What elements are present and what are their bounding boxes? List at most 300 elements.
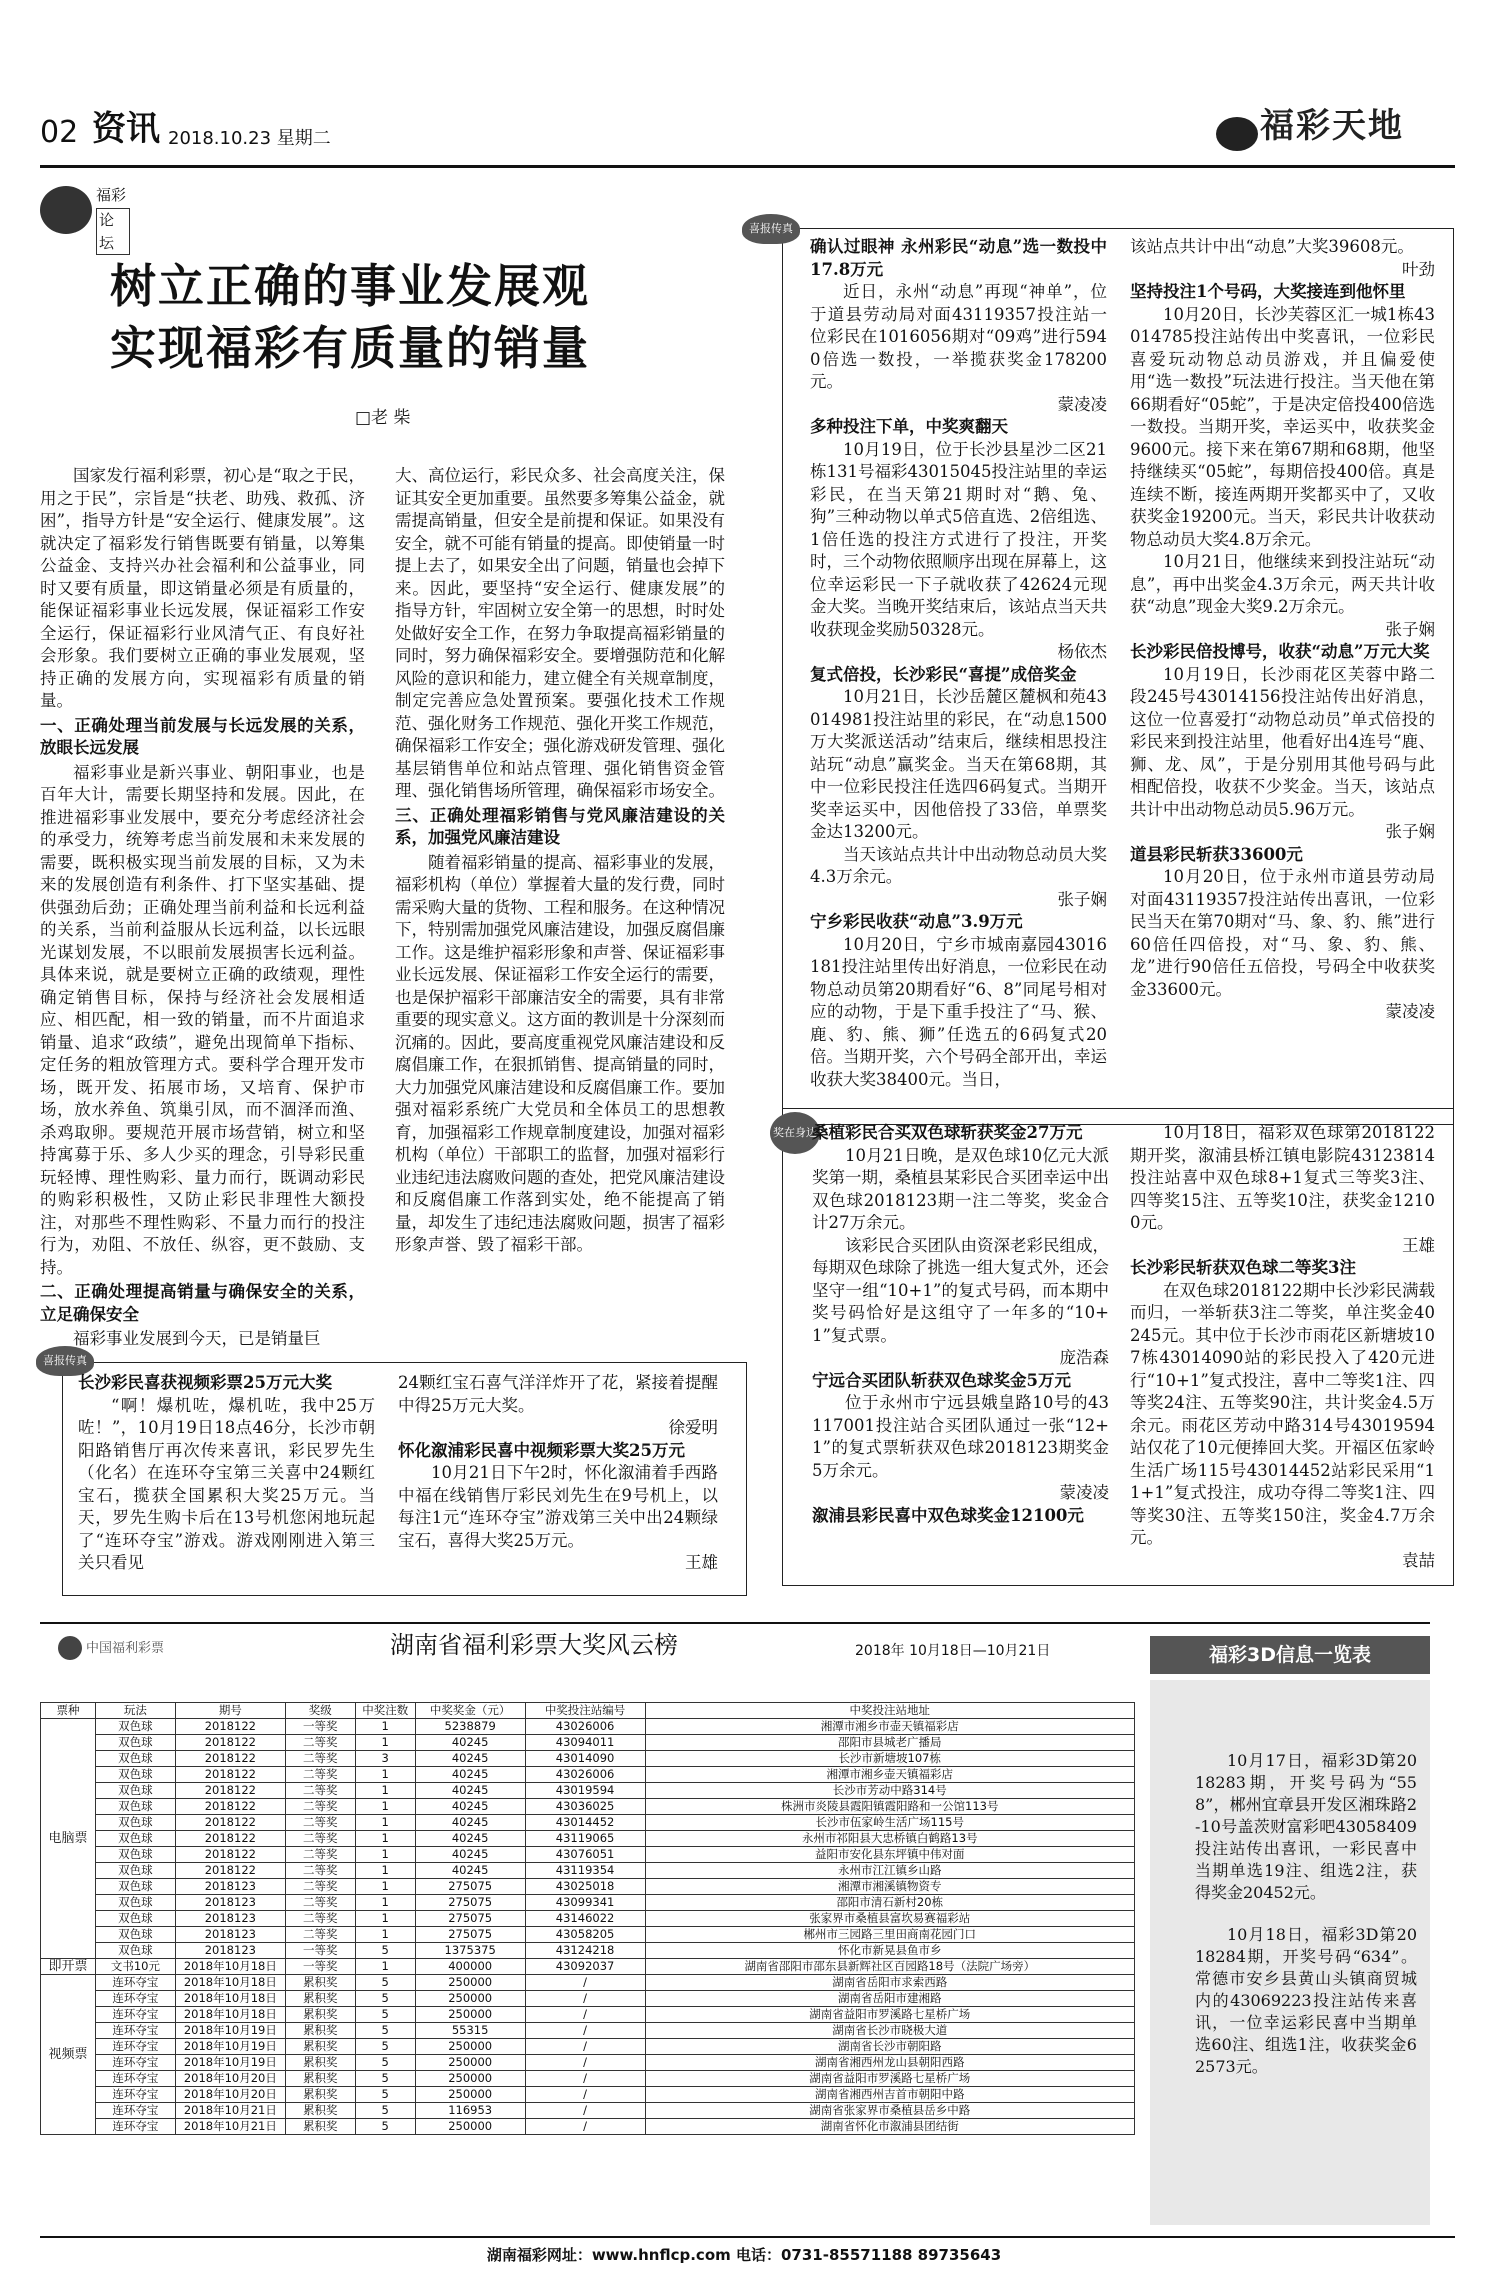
story-headline: 溆浦县彩民喜中双色球奖金12100元 (812, 1505, 1084, 1525)
table-cell: 2018123 (175, 1927, 285, 1943)
paragraph: 当天该站点共计中出动物总动员大奖4.3万余元。 (810, 844, 1107, 886)
info3d-item-2: 10月18日，福彩3D第2018284期，开奖号码“634”。常德市安乡县黄山头镇商贸城内的43069223投注站传来喜讯，一位幸运彩民喜中当期单选60注、组选1注，收获奖金62573元。 (1195, 1925, 1417, 2076)
table-cell: 43014090 (525, 1751, 645, 1767)
story-headline: 长沙彩民倍投博号，收获“动息”万元大奖 (1130, 642, 1430, 661)
info3d-content (1195, 1750, 1417, 2078)
box1-column-1 (810, 236, 1107, 1116)
paragraph: 随着福彩销量的提高、福彩事业的发展，福彩机构（单位）掌握着大量的发行费，同时需采购大量的货物、工程和服务。在这种情况下，特别需加强党风廉洁建设，加强反腐倡廉工作。这是维护福彩形象和声誉、保证福彩事业长远发展、保证福彩工作安全运行的需要，也是保护福彩干部廉洁安全的需要，具有非常重要的现实意义。这方面的教训是十分深刻而沉痛的。因此，要高度重视党风廉洁建设和反腐倡廉工作，在狠抓销售、提高销量的同时，大力加强党风廉洁建设和反腐倡廉工作。要加强对福彩系统广大党员和全体员工的思想教育，加强福彩工作规章制度建设，加强对福彩机构（单位）干部职工的监督，加强对福彩行业违纪违法腐败问题的查处，把党风廉洁建设和反腐倡廉工作落到实处，绝不能提高了销量，却发生了违纪违法腐败问题，损害了福彩形象声誉、毁了福彩干部。 (395, 852, 725, 1254)
ticket-type-cell: 即开票 (41, 1959, 96, 1975)
table-cell: 250000 (415, 2039, 525, 2055)
article-column-2 (395, 465, 725, 1315)
table-cell: 250000 (415, 2071, 525, 2087)
table-cell: 湖南省怀化市溆浦县团结街 (645, 2119, 1134, 2135)
column-header: 中奖奖金（元） (415, 1703, 525, 1719)
table-cell: 40245 (415, 1751, 525, 1767)
byline: 王雄 (1402, 1235, 1435, 1255)
article-title-line1: 树立正确的事业发展观 (110, 259, 590, 313)
table-cell: 累积奖 (285, 2103, 355, 2119)
table-cell: 2018122 (175, 1767, 285, 1783)
table-cell: 双色球 (95, 1943, 175, 1959)
forum-tag-line1: 福彩 (96, 186, 127, 204)
table-cell: 1 (355, 1847, 415, 1863)
lottery-brand: 中国福利彩票 (86, 1641, 165, 1656)
column-header: 玩法 (95, 1703, 175, 1719)
table-cell: 郴州市三园路三里田商南花园门口 (645, 1927, 1134, 1943)
footer-contact: 湖南福彩网址：www.hnflcp.com 电话：0731-85571188 89735643 (486, 2246, 1002, 2264)
story-headline: 宁远合买团队斩获双色球奖金5万元 (812, 1370, 1071, 1390)
table-cell: 275075 (415, 1911, 525, 1927)
paragraph: 近日，永州“动息”再现“神单”，位于道县劳动局对面43119357投注站一位彩民在1016056期对“09鸡”进行5940倍选一数投，一举揽获奖金178200元。 (810, 282, 1107, 391)
table-cell: 湘潭市湘乡市壶天镇福彩店 (645, 1719, 1134, 1735)
table-cell: 5 (355, 2039, 415, 2055)
table-cell: 连环夺宝 (95, 1975, 175, 1991)
table-cell: 43019594 (525, 1783, 645, 1799)
box3-column-1 (78, 1372, 375, 1592)
table-cell: 55315 (415, 2023, 525, 2039)
table-cell: 湖南省岳阳市建湘路 (645, 1991, 1134, 2007)
paragraph-continued: 大、高位运行，彩民众多、社会高度关注，保证其安全更加重要。虽然要多筹集公益金，就需提高销量，但安全是前提和保证。如果没有安全，就不可能有销量的提高。即使销量一时提上去了，如果安全出了问题，销量也会掉下来。因此，要坚持“安全运行、健康发展”的指导方针，牢固树立安全第一的思想，时时处处做好安全工作，在努力争取提高福彩销量的同时，努力确保福彩安全。要增强防范和化解风险的意识和能力，建立健全有关规章制度，制定完善应急处置预案。要强化技术工作规范、强化财务工作规范、强化开奖工作规范，确保福彩工作安全；强化游戏研发管理、强化基层销售单位和站点管理、强化销售资金管理、强化销售场所管理，确保福彩市场安全。 (395, 466, 725, 800)
table-cell: 250000 (415, 2007, 525, 2023)
table-cell: 275075 (415, 1895, 525, 1911)
table-cell: 二等奖 (285, 1879, 355, 1895)
table-cell: 连环夺宝 (95, 2055, 175, 2071)
table-cell: 40245 (415, 1767, 525, 1783)
table-row (41, 1719, 1135, 1735)
column-header: 票种 (41, 1703, 96, 1719)
table-cell: / (525, 2039, 645, 2055)
table-cell: 2018122 (175, 1751, 285, 1767)
table-cell: 5 (355, 1991, 415, 2007)
table-cell: 二等奖 (285, 1751, 355, 1767)
table-cell: 二等奖 (285, 1831, 355, 1847)
table-cell: 连环夺宝 (95, 2087, 175, 2103)
table-cell: 2018123 (175, 1943, 285, 1959)
table-row (41, 2055, 1135, 2071)
table-cell: 1 (355, 1783, 415, 1799)
article-title-line2: 实现福彩有质量的销量 (110, 321, 590, 375)
paragraph-continued: 24颗红宝石喜气洋洋炸开了花，紧接着提醒中得25万元大奖。 (398, 1373, 718, 1415)
paragraph: 位于永州市宁远县娥皇路10号的43117001投注站合买团队通过一张“12+1”的复式票斩获双色球2018123期奖金5万余元。 (812, 1393, 1109, 1480)
paragraph: “啊！爆机咗，爆机咗，我中25万咗！”，10月19日18点46分，长沙市朝阳路销售厅再次传来喜讯，彩民罗先生（化名）在连环夺宝第三关喜中24颗红宝石，揽获全国累积大奖25万元。当天，罗先生购卡后在13号机您闲地玩起了“连环夺宝”游戏。游戏刚刚进入第三关只看见 (78, 1395, 375, 1572)
table-cell: 116953 (415, 2103, 525, 2119)
paragraph: 福彩事业发展到今天，已是销量巨 (73, 1329, 321, 1348)
table-row (41, 1959, 1135, 1975)
table-cell: 2018123 (175, 1911, 285, 1927)
byline: 张子娴 (1385, 822, 1435, 841)
box2-tag: 奖在身边 (770, 1112, 820, 1154)
table-cell: 1 (355, 1879, 415, 1895)
table-row (41, 1815, 1135, 1831)
table-cell: 2018122 (175, 1815, 285, 1831)
section-heading: 三、正确处理福彩销售与党风廉洁建设的关系，加强党风廉洁建设 (395, 805, 725, 847)
table-cell: / (525, 1991, 645, 2007)
table-cell: 益阳市安化县东坪镇中伟对面 (645, 1847, 1134, 1863)
table-cell: 1375375 (415, 1943, 525, 1959)
table-cell: 邵阳市清石新村20栋 (645, 1895, 1134, 1911)
table-cell: 累积奖 (285, 2023, 355, 2039)
story-headline: 复式倍投，长沙彩民“喜提”成倍奖金 (810, 664, 1077, 684)
table-row (41, 1799, 1135, 1815)
byline: 叶劲 (1402, 259, 1435, 279)
table-cell: 2018年10月19日 (175, 2055, 285, 2071)
table-cell: / (525, 2087, 645, 2103)
ticket-type-cell: 电脑票 (41, 1719, 96, 1959)
table-row (41, 2087, 1135, 2103)
paragraph: 10月21日晚，是双色球10亿元大派奖第一期，桑植县某彩民合买团幸运中出双色球2018123期一注二等奖，奖金合计27万余元。 (812, 1145, 1109, 1232)
table-row (41, 1767, 1135, 1783)
table-row (41, 2071, 1135, 2087)
table-cell: 张家界市桑植县富坎易赛福彩站 (645, 1911, 1134, 1927)
table-cell: 250000 (415, 1975, 525, 1991)
table-cell: 5 (355, 1975, 415, 1991)
column-header: 中奖投注站编号 (525, 1703, 645, 1719)
story-headline: 坚持投注1个号码，大奖接连到他怀里 (1130, 282, 1406, 301)
table-cell: 二等奖 (285, 1799, 355, 1815)
story-headline: 多种投注下单，中奖爽翻天 (810, 417, 1008, 436)
table-row (41, 1847, 1135, 1863)
table-row (41, 1831, 1135, 1847)
masthead-logo: 福彩天地 (1260, 106, 1404, 146)
box2-column-2 (1130, 1122, 1435, 1582)
table-cell: / (525, 2103, 645, 2119)
table-cell: 1 (355, 1911, 415, 1927)
forum-logo-icon (40, 186, 92, 234)
paragraph: 10月18日，福彩双色球第2018122期开奖，溆浦县桥江镇电影院43123814投注站喜中双色球8+1复式三等奖3注、四等奖15注、五等奖10注，获奖金12100元。 (1130, 1123, 1435, 1232)
table-cell: 一等奖 (285, 1959, 355, 1975)
paragraph: 10月19日，长沙雨花区芙蓉中路二段245号43014156投注站传出好消息，这位一位喜爱打“动物总动员”单式倍投的彩民来到投注站里，他看好出4连号“鹿、狮、龙、凤”，于是分别用其他号码与此相配倍投，收获不少奖金。当天，该站点共计中出动物总动员5.96万元。 (1130, 664, 1435, 819)
table-row (41, 2119, 1135, 2135)
article-column-1 (40, 465, 365, 1348)
table-cell: / (525, 2023, 645, 2039)
table-cell: 双色球 (95, 1911, 175, 1927)
table-cell: 1 (355, 1815, 415, 1831)
table-cell: 二等奖 (285, 1863, 355, 1879)
table-row (41, 1991, 1135, 2007)
fucai-logo-icon (1216, 117, 1258, 151)
box1-column-2 (1130, 236, 1435, 1116)
table-cell: 43094011 (525, 1735, 645, 1751)
box3-column-2 (398, 1372, 718, 1592)
table-cell: 一等奖 (285, 1943, 355, 1959)
forum-tag (40, 180, 130, 252)
table-cell: 累积奖 (285, 2055, 355, 2071)
table-cell: 二等奖 (285, 1767, 355, 1783)
table-cell: 累积奖 (285, 2071, 355, 2087)
table-cell: 湖南省益阳市罗溪路七星桥广场 (645, 2007, 1134, 2023)
table-cell: 邵阳市县城老广播局 (645, 1735, 1134, 1751)
table-cell: 长沙市伍家岭生活广场115号 (645, 1815, 1134, 1831)
story-headline: 宁乡彩民收获“动息”3.9万元 (810, 912, 1023, 931)
table-cell: 2018122 (175, 1783, 285, 1799)
paragraph: 10月21日，他继续来到投注站玩“动息”，再中出奖金4.3万余元，两天共计收获“动息”现金大奖9.2万余元。 (1130, 552, 1435, 616)
table-cell: 累积奖 (285, 2007, 355, 2023)
table-cell: 2018年10月18日 (175, 2007, 285, 2023)
table-cell: 双色球 (95, 1767, 175, 1783)
table-cell: 怀化市新晃县鱼市乡 (645, 1943, 1134, 1959)
ranking-table-wrap (40, 1702, 1135, 2135)
table-cell: 1 (355, 1895, 415, 1911)
ticket-type-cell: 视频票 (41, 1975, 96, 2135)
table-cell: 湖南省湘西州龙山县朝阳西路 (645, 2055, 1134, 2071)
table-row (41, 1895, 1135, 1911)
table-cell: 1 (355, 1719, 415, 1735)
section-title: 资讯 (92, 109, 160, 149)
table-cell: 250000 (415, 2087, 525, 2103)
table-cell: 湘潭市湘溪镇物资专 (645, 1879, 1134, 1895)
table-cell: 双色球 (95, 1879, 175, 1895)
table-cell: 2018年10月18日 (175, 1975, 285, 1991)
column-header: 中奖投注站地址 (645, 1703, 1134, 1719)
table-cell: 2018122 (175, 1719, 285, 1735)
table-cell: 二等奖 (285, 1847, 355, 1863)
ranking-date-range: 2018年 10月18日—10月21日 (855, 1643, 1051, 1659)
table-cell: 43058205 (525, 1927, 645, 1943)
table-row (41, 1783, 1135, 1799)
story-headline: 道县彩民斩获33600元 (1130, 844, 1303, 864)
footer-rule (40, 2236, 1455, 2238)
info3d-title: 福彩3D信息一览表 (1150, 1636, 1430, 1674)
table-cell: 累积奖 (285, 1991, 355, 2007)
table-cell: 1 (355, 1959, 415, 1975)
table-cell: 5 (355, 2087, 415, 2103)
byline: 张子娴 (1385, 619, 1435, 639)
table-cell: 1 (355, 1927, 415, 1943)
story-headline: 长沙彩民喜获视频彩票25万元大奖 (78, 1373, 332, 1392)
paragraph: 10月20日，长沙芙蓉区汇一城1栋43014785投注站传出中奖喜讯，一位彩民喜爱玩动物总动员游戏，并且偏爱使用“选一数投”玩法进行投注。当天他在第66期看好“05蛇”，于是决定倍投400倍选一数投。当期开奖，幸运买中，收获奖金9600元。接下来在第67期和68期，他坚持继续买“05蛇”，每期倍投400倍。真是连续不断，接连两期开奖都买中了，又收获奖金19200元。当天，彩民共计收获动物总动员大奖4.8万余元。 (1130, 304, 1435, 549)
table-cell: 43124218 (525, 1943, 645, 1959)
table-row (41, 1927, 1135, 1943)
table-cell: 5 (355, 2103, 415, 2119)
table-cell: 湖南省邵阳市邵东县新辉社区百园路18号（法院广场旁） (645, 1959, 1134, 1975)
table-cell: 湖南省湘西州吉首市朝阳中路 (645, 2087, 1134, 2103)
story-headline: 确认过眼神 永州彩民“动息”选一数投中17.8万元 (810, 237, 1107, 279)
table-cell: 2018122 (175, 1863, 285, 1879)
table-cell: 湖南省长沙市朝阳路 (645, 2039, 1134, 2055)
table-cell: / (525, 2007, 645, 2023)
byline: 蒙凌凌 (1057, 394, 1107, 414)
table-cell: 40245 (415, 1863, 525, 1879)
table-cell: 250000 (415, 1991, 525, 2007)
table-cell: 文书10元 (95, 1959, 175, 1975)
table-cell: 40245 (415, 1735, 525, 1751)
table-cell: 2018122 (175, 1847, 285, 1863)
story-headline: 桑植彩民合买双色球斩获奖金27万元 (812, 1123, 1083, 1142)
paragraph: 10月20日，宁乡市城南嘉园43016181投注站里传出好消息，一位彩民在动物总动员第20期看好“6、8”同尾号相对应的动物，于是下重手投注了“马、猴、鹿、豹、熊、狮”任选五的6码复式20倍。当期开奖，六个号码全部开出，幸运收获大奖38400元。当日， (810, 934, 1107, 1089)
article-title (110, 255, 590, 379)
table-cell: 二等奖 (285, 1815, 355, 1831)
table-cell: 永州市祁阳县大忠桥镇白鹤路13号 (645, 1831, 1134, 1847)
table-cell: 累积奖 (285, 2119, 355, 2135)
byline: 张子娴 (1057, 889, 1107, 909)
table-cell: 5 (355, 2071, 415, 2087)
paragraph: 10月20日，位于永州市道县劳动局对面43119357投注站传出喜讯，一位彩民当天在第70期对“马、象、豹、熊”进行60倍任四倍投，对“马、象、豹、熊、龙”进行90倍任五倍投，号码全中收获奖金33600元。 (1130, 867, 1435, 999)
table-cell: / (525, 1975, 645, 1991)
paragraph: 该彩民合买团队由资深老彩民组成，每期双色球除了挑选一组大复式外，还会坚守一组“10+1”的复式号码，而本期中奖号码恰好是这组守了一年多的“10+1”复式票。 (812, 1235, 1109, 1345)
paragraph: 国家发行福利彩票，初心是“取之于民，用之于民”，宗旨是“扶老、助残、救孤、济困”，指导方针是“安全运行、健康发展”。这就决定了福彩发行销售既要有销量，以筹集公益金、支持兴办社会福利和公益事业，同时又要有质量，即这销量必须是有质量的，能保证福彩事业长远发展，保证福彩工作安全运行，保证福彩行业风清气正、有良好社会形象。我们要树立正确的事业发展观，坚持正确的发展方向，实现福彩有质量的销量。 (40, 466, 365, 710)
table-cell: 43014452 (525, 1815, 645, 1831)
table-cell: 双色球 (95, 1831, 175, 1847)
table-cell: 43076051 (525, 1847, 645, 1863)
table-cell: 2018年10月18日 (175, 1959, 285, 1975)
byline: 蒙凌凌 (1059, 1483, 1109, 1502)
table-cell: 1 (355, 1863, 415, 1879)
table-row (41, 1735, 1135, 1751)
header-rule (40, 165, 1455, 168)
table-cell: 400000 (415, 1959, 525, 1975)
table-cell: 5 (355, 2119, 415, 2135)
ranking-title: 湖南省福利彩票大奖风云榜 (390, 1631, 678, 1659)
table-cell: 43119354 (525, 1863, 645, 1879)
table-cell: 永州市江江镇乡山路 (645, 1863, 1134, 1879)
table-cell: 1 (355, 1831, 415, 1847)
paragraph: 福彩事业是新兴事业、朝阳事业，也是百年大计，需要长期坚持和发展。因此，在推进福彩事业发展中，要充分考虑经济社会的承受力，统筹考虑当前发展和未来发展的需要，既积极实现当前发展的目标，又为未来的发展创造有利条件、打下坚实基础、提供强劲后劲；正确处理当前利益和长远利益的关系，当前利益服从长远利益，以长远眼光谋划发展，不以眼前发展损害长远利益。具体来说，就是要树立正确的政绩观，理性确定销售目标，保持与经济社会发展相适应、相匹配，相一致的销量，而不片面追求销量、追求“政绩”，避免出现简单下指标、定任务的粗放管理方式。要科学合理开发市场，既开发、拓展市场，又培育、保护市场，放水养鱼、筑巢引凤，而不涸泽而渔、杀鸡取卵。要规范开展市场营销，树立和坚持寓募于乐、多人少买的理念，引导彩民重玩轻博、理性购彩、量力而行，既调动彩民的购彩积极性，又防止彩民非理性大额投注，对那些不理性购彩、不量力而行的投注行为，劝阻、不放任、纵容，更不鼓励、支持。 (40, 762, 365, 1277)
table-cell: 40245 (415, 1815, 525, 1831)
column-header: 中奖注数 (355, 1703, 415, 1719)
table-cell: 1 (355, 1767, 415, 1783)
table-row (41, 2039, 1135, 2055)
byline: 袁喆 (1402, 1550, 1435, 1570)
table-cell: 5 (355, 2007, 415, 2023)
table-row (41, 1879, 1135, 1895)
table-cell: 2018年10月19日 (175, 2039, 285, 2055)
table-cell: 1 (355, 1799, 415, 1815)
article-author: □老 柴 (355, 408, 411, 428)
table-cell: / (525, 2071, 645, 2087)
table-cell: 累积奖 (285, 1975, 355, 1991)
table-cell: 5238879 (415, 1719, 525, 1735)
box3-tag: 喜报传真 (36, 1346, 94, 1376)
table-cell: 连环夺宝 (95, 2039, 175, 2055)
issue-date: 2018.10.23 星期二 (168, 128, 331, 149)
table-cell: 二等奖 (285, 1927, 355, 1943)
table-cell: 43036025 (525, 1799, 645, 1815)
table-row (41, 2007, 1135, 2023)
table-cell: 双色球 (95, 1863, 175, 1879)
paragraph: 10月21日，长沙岳麓区麓枫和苑43014981投注站里的彩民，在“动息1500万大奖派送活动”结束后，继续相思投注站玩“动息”赢奖金。当天在第68期，其中一位彩民投注任选四6码复式。当期开奖幸运买中，因他倍投了33倍，单票奖金达13200元。 (810, 687, 1107, 841)
table-cell: 40245 (415, 1847, 525, 1863)
ranking-table-header (41, 1703, 1135, 1719)
table-cell: 连环夺宝 (95, 1991, 175, 2007)
table-cell: 2018年10月18日 (175, 1991, 285, 2007)
table-cell: 连环夺宝 (95, 2103, 175, 2119)
table-cell: 株洲市炎陵县霞阳镇霞阳路和一公馆113号 (645, 1799, 1134, 1815)
table-cell: 湖南省张家界市桑植县岳乡中路 (645, 2103, 1134, 2119)
table-cell: 2018年10月20日 (175, 2087, 285, 2103)
table-cell: 连环夺宝 (95, 2119, 175, 2135)
table-cell: 43025018 (525, 1879, 645, 1895)
table-cell: 2018年10月20日 (175, 2071, 285, 2087)
paragraph: 10月19日，位于长沙县星沙二区21栋131号福彩43015045投注站里的幸运彩民，在当天第21期时对“鹅、兔、狗”三种动物以单式5倍直选、2倍组选、1倍任选的投注方式进行了投注，开奖时，三个动物依照顺序出现在屏幕上，这位幸运彩民一下子就收获了42624元现金大奖。当晚开奖结束后，该站点当天共收获现金奖励50328元。 (810, 439, 1107, 639)
table-cell: 湖南省长沙市晓极大道 (645, 2023, 1134, 2039)
table-cell: 湘潭市湘乡壶天镇福彩店 (645, 1767, 1134, 1783)
table-cell: 43099341 (525, 1895, 645, 1911)
table-cell: 二等奖 (285, 1735, 355, 1751)
table-cell: 43146022 (525, 1911, 645, 1927)
lottery-brand-icon (58, 1636, 82, 1660)
table-cell: 275075 (415, 1927, 525, 1943)
table-cell: 2018122 (175, 1831, 285, 1847)
table-cell: 累积奖 (285, 2039, 355, 2055)
table-cell: 43119065 (525, 1831, 645, 1847)
paragraph: 在双色球2018122期中长沙彩民满载而归，一举斩获3注二等奖，单注奖金40245元。其中位于长沙市雨花区新塘坡107栋43014090站的彩民投入了420元进行“10+1”复式投注，喜中二等奖1注、四等奖24注、五等奖90注，共计奖金4.5万余元。雨花区芳动中路314号43019594站仅花了10元便捧回大奖。开福区伍家岭生活广场115号43014452站彩民采用“11+1”复式投注，成功夺得二等奖1注、四等奖30注、五等奖150注，奖金4.7万余元。 (1130, 1280, 1435, 1547)
table-cell: / (525, 2119, 645, 2135)
table-cell: 5 (355, 1943, 415, 1959)
table-cell: 湖南省益阳市罗溪路七星桥广场 (645, 2071, 1134, 2087)
table-cell: 双色球 (95, 1719, 175, 1735)
table-cell: 43092037 (525, 1959, 645, 1975)
table-cell: 3 (355, 1751, 415, 1767)
table-cell: 双色球 (95, 1927, 175, 1943)
table-row (41, 1943, 1135, 1959)
table-cell: 40245 (415, 1831, 525, 1847)
page-number: 02 (40, 115, 79, 150)
table-cell: 40245 (415, 1783, 525, 1799)
table-cell: 43026006 (525, 1719, 645, 1735)
table-row (41, 2103, 1135, 2119)
byline: 庞浩森 (1059, 1348, 1109, 1367)
table-cell: 连环夺宝 (95, 2023, 175, 2039)
story-headline: 长沙彩民斩获双色球二等奖3注 (1130, 1258, 1356, 1277)
table-cell: 连环夺宝 (95, 2007, 175, 2023)
table-cell: 2018年10月21日 (175, 2103, 285, 2119)
table-cell: 双色球 (95, 1799, 175, 1815)
table-cell: 250000 (415, 2119, 525, 2135)
table-cell: 40245 (415, 1799, 525, 1815)
table-cell: 5 (355, 2023, 415, 2039)
table-cell: 275075 (415, 1879, 525, 1895)
table-row (41, 2023, 1135, 2039)
table-cell: 连环夺宝 (95, 2071, 175, 2087)
story-headline: 怀化溆浦彩民喜中视频彩票大奖25万元 (398, 1440, 685, 1460)
table-cell: 2018123 (175, 1879, 285, 1895)
table-cell: 一等奖 (285, 1719, 355, 1735)
table-cell: 长沙市新塘坡107栋 (645, 1751, 1134, 1767)
table-cell: 双色球 (95, 1815, 175, 1831)
column-header: 奖级 (285, 1703, 355, 1719)
table-cell: 湖南省岳阳市求索西路 (645, 1975, 1134, 1991)
info3d-item-1: 10月17日，福彩3D第2018283期，开奖号码为“558”，郴州宜章县开发区湘珠路2-10号盖茨财富彩吧43058409投注站传出喜讯，一彩民喜中当期单选19注、组选2注，获得奖金20452元。 (1195, 1751, 1417, 1902)
table-row (41, 1911, 1135, 1927)
table-cell: 2018122 (175, 1735, 285, 1751)
table-row (41, 1863, 1135, 1879)
table-cell: 1 (355, 1735, 415, 1751)
table-row (41, 1975, 1135, 1991)
paragraph-continued: 该站点共计中出“动息”大奖39608元。 (1130, 237, 1414, 256)
table-cell: 250000 (415, 2055, 525, 2071)
byline: 蒙凌凌 (1385, 1002, 1435, 1021)
paragraph: 10月21日下午2时，怀化溆浦着手西路中福在线销售厅彩民刘先生在9号机上，以每注1元“连环夺宝”游戏第三关中出24颗绿宝石，喜得大奖25万元。 (398, 1463, 718, 1550)
table-row (41, 1751, 1135, 1767)
forum-tag-line2: 论坛 (96, 208, 130, 255)
table-cell: 2018122 (175, 1799, 285, 1815)
table-cell: 双色球 (95, 1895, 175, 1911)
table-cell: 双色球 (95, 1783, 175, 1799)
section-heading: 一、正确处理当前发展与长远发展的关系，放眼长远发展 (40, 715, 365, 757)
table-cell: / (525, 2055, 645, 2071)
table-cell: 二等奖 (285, 1783, 355, 1799)
table-cell: 2018年10月21日 (175, 2119, 285, 2135)
table-cell: 累积奖 (285, 2087, 355, 2103)
table-cell: 双色球 (95, 1735, 175, 1751)
box1-tag: 喜报传真 (742, 214, 800, 244)
column-header: 期号 (175, 1703, 285, 1719)
table-cell: 2018年10月19日 (175, 2023, 285, 2039)
ranking-table (40, 1702, 1135, 2135)
box2-column-1 (812, 1122, 1109, 1582)
table-cell: 2018123 (175, 1895, 285, 1911)
byline: 杨依杰 (1057, 642, 1107, 661)
table-cell: 长沙市芳动中路314号 (645, 1783, 1134, 1799)
